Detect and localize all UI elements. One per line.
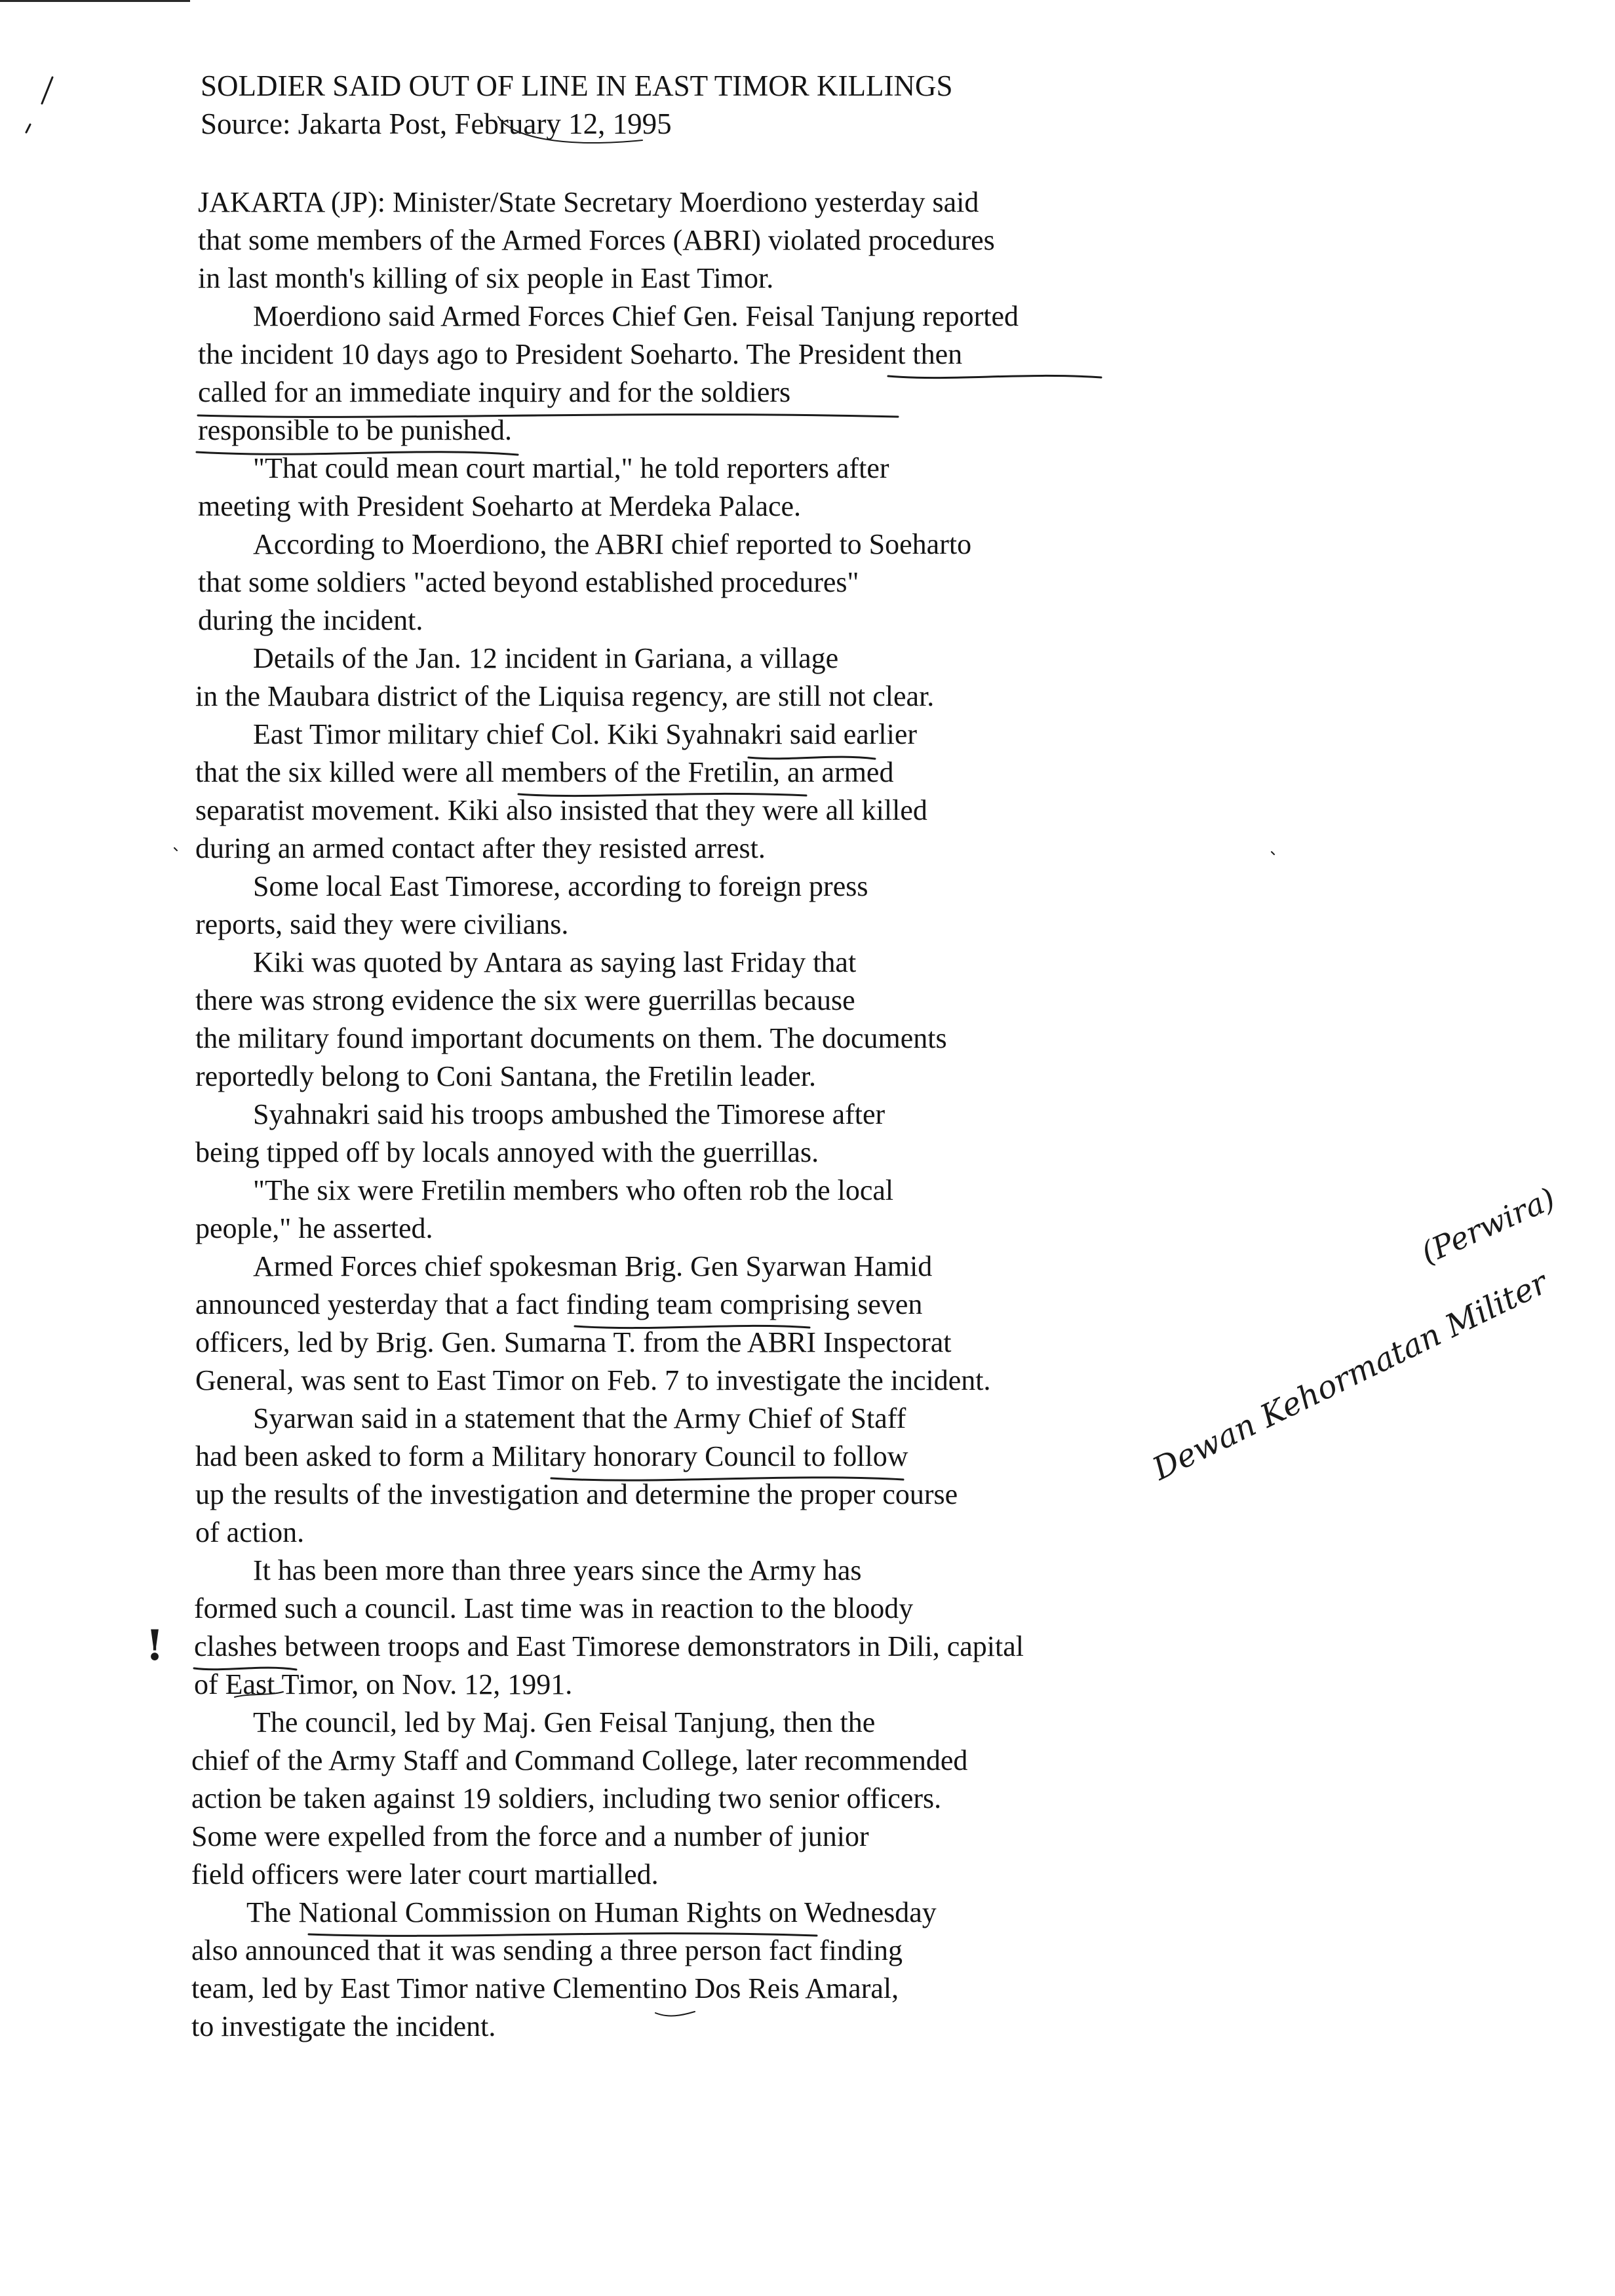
body-line: The council, led by Maj. Gen Feisal Tanjung, then the: [253, 1706, 876, 1738]
body-line: had been asked to form a Military honorary Council to follow: [195, 1440, 908, 1472]
body-line: that some soldiers "acted beyond established procedures": [198, 566, 859, 598]
body-line: to investigate the incident.: [191, 2010, 496, 2042]
body-line: According to Moerdiono, the ABRI chief reported to Soeharto: [253, 528, 972, 560]
body-line: being tipped off by locals annoyed with the guerrillas.: [195, 1136, 819, 1168]
body-line: of East Timor, on Nov. 12, 1991.: [194, 1668, 573, 1700]
body-line: The National Commission on Human Rights on Wednesday: [246, 1896, 937, 1928]
body-line: separatist movement. Kiki also insisted that they were all killed: [195, 794, 927, 826]
body-line: team, led by East Timor native Clementino Dos Reis Amaral,: [191, 1972, 899, 2004]
body-line: formed such a council. Last time was in reaction to the bloody: [194, 1592, 914, 1624]
body-line: Details of the Jan. 12 incident in Gariana, a village: [253, 642, 839, 674]
body-line: "The six were Fretilin members who often rob the local: [253, 1174, 894, 1206]
body-line: Moerdiono said Armed Forces Chief Gen. Feisal Tanjung reported: [253, 300, 1019, 332]
body-line: JAKARTA (JP): Minister/State Secretary Moerdiono yesterday said: [198, 186, 979, 218]
body-line: that some members of the Armed Forces (ABRI) violated procedures: [198, 224, 995, 256]
body-line: Some local East Timorese, according to foreign press: [253, 870, 868, 902]
body-line: the military found important documents on them. The documents: [195, 1022, 947, 1054]
body-line: Syahnakri said his troops ambushed the Timorese after: [253, 1098, 885, 1130]
body-line: East Timor military chief Col. Kiki Syahnakri said earlier: [253, 718, 918, 750]
body-line: that the six killed were all members of the Fretilin, an armed: [195, 756, 894, 788]
body-line: there was strong evidence the six were guerrillas because: [195, 984, 855, 1016]
body-line: action be taken against 19 soldiers, including two senior officers.: [191, 1782, 942, 1814]
body-line: reportedly belong to Coni Santana, the Fretilin leader.: [195, 1060, 816, 1092]
top-edge-rule: [0, 0, 190, 2]
body-line: the incident 10 days ago to President Soeharto. The President then: [198, 338, 963, 370]
body-line: chief of the Army Staff and Command College, later recommended: [191, 1744, 968, 1776]
body-line: called for an immediate inquiry and for the soldiers: [198, 376, 791, 408]
body-line: during an armed contact after they resisted arrest.: [195, 832, 766, 864]
body-line: reports, said they were civilians.: [195, 908, 569, 940]
body-line: clashes between troops and East Timorese demonstrators in Dili, capital: [194, 1630, 1024, 1662]
exclamation-mark: !: [146, 1621, 165, 1670]
body-line: meeting with President Soeharto at Merdeka Palace.: [198, 490, 802, 522]
body-line: Armed Forces chief spokesman Brig. Gen Syarwan Hamid: [253, 1250, 933, 1282]
body-line: Kiki was quoted by Antara as saying last Friday that: [253, 946, 857, 978]
body-line: It has been more than three years since the Army has: [253, 1554, 862, 1586]
body-line: responsible to be punished.: [198, 414, 513, 446]
margin-note-perwira: (Perwira): [1416, 1180, 1561, 1271]
body-line: Some were expelled from the force and a number of junior: [191, 1820, 869, 1852]
body-line: field officers were later court martialled.: [191, 1858, 659, 1890]
body-line: General, was sent to East Timor on Feb. 7 to investigate the incident.: [195, 1364, 991, 1396]
body-line: up the results of the investigation and determine the proper course: [195, 1478, 958, 1510]
body-line: of action.: [195, 1516, 305, 1548]
body-line: during the incident.: [198, 604, 423, 636]
body-line: announced yesterday that a fact finding team comprising seven: [195, 1288, 923, 1320]
body-line: Syarwan said in a statement that the Army Chief of Staff: [253, 1402, 906, 1434]
body-line: also announced that it was sending a three person fact finding: [191, 1934, 903, 1966]
article-title: SOLDIER SAID OUT OF LINE IN EAST TIMOR KILLINGS: [201, 69, 953, 102]
article-source: Source: Jakarta Post, February 12, 1995: [201, 107, 672, 140]
body-line: people," he asserted.: [195, 1212, 433, 1244]
body-line: officers, led by Brig. Gen. Sumarna T. from the ABRI Inspectorat: [195, 1326, 952, 1358]
margin-note-dewan: Dewan Kehormatan Militer: [1147, 1264, 1554, 1488]
body-line: in the Maubara district of the Liquisa regency, are still not clear.: [195, 680, 935, 712]
body-line: in last month's killing of six people in East Timor.: [198, 262, 774, 294]
body-line: "That could mean court martial," he told reporters after: [253, 452, 889, 484]
